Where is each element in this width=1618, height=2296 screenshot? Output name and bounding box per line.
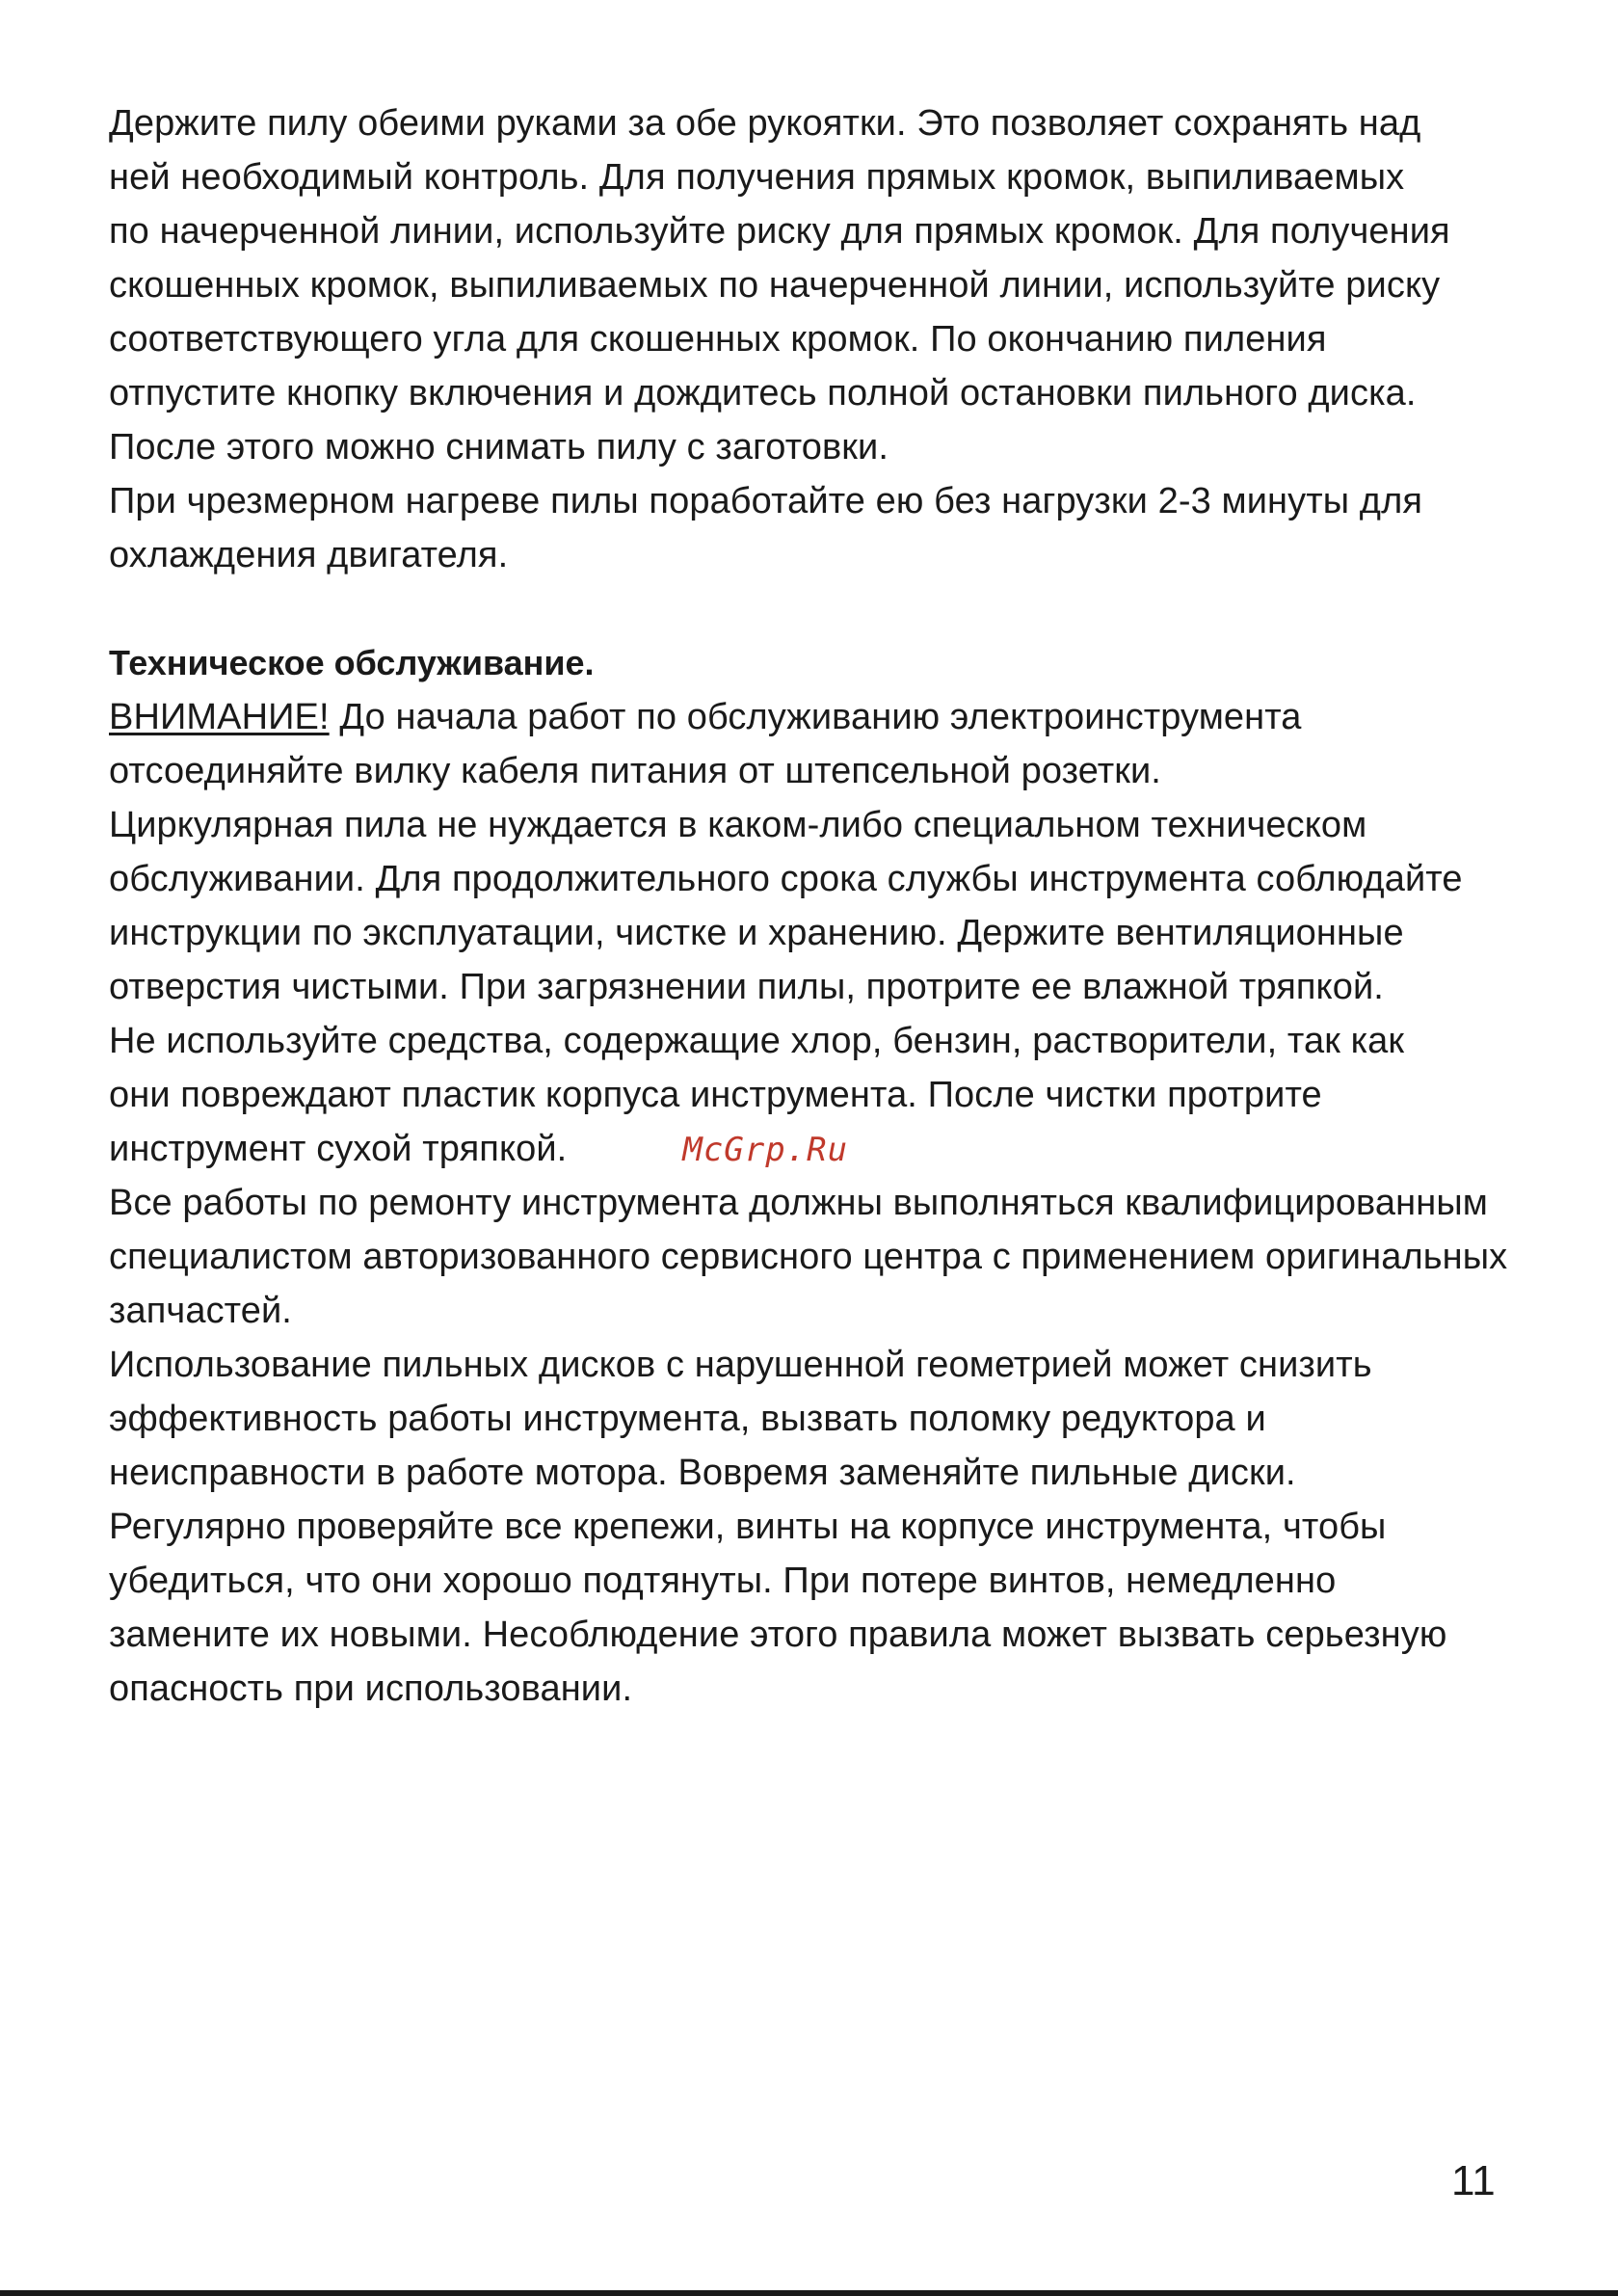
text-line: соответствующего угла для скошенных кромок. По окончанию пиления	[109, 319, 1327, 360]
text-line: обслуживании. Для продолжительного срока службы инструмента соблюдайте	[109, 859, 1463, 899]
warning-line	[109, 690, 1516, 744]
text-line: Все работы по ремонту инструмента должны выполняться квалифицированным	[109, 1183, 1488, 1223]
section-heading: Техническое обслуживание.	[109, 643, 595, 682]
text-line: охлаждения двигателя.	[109, 535, 509, 575]
text-line: ней необходимый контроль. Для получения прямых кромок, выпиливаемых	[109, 157, 1405, 198]
text-line: После этого можно снимать пилу с заготовки.	[109, 427, 889, 467]
text-line: Не используйте средства, содержащие хлор, бензин, растворители, так как	[109, 1021, 1405, 1061]
text-line: эффективность работы инструмента, вызвать поломку редуктора и	[109, 1399, 1266, 1439]
document-page	[109, 96, 1516, 1716]
text-line: они повреждают пластик корпуса инструмента. После чистки протрите	[109, 1075, 1322, 1115]
warning-text: До начала работ по обслуживанию электроинструмента	[329, 697, 1302, 737]
text-line: неисправности в работе мотора. Вовремя заменяйте пильные диски.	[109, 1453, 1296, 1493]
text-line-with-watermark	[109, 1122, 1516, 1176]
paragraph-repairs	[109, 1176, 1516, 1338]
page-number: 11	[1451, 2157, 1496, 2204]
text-line: отпустите кнопку включения и дождитесь полной остановки пильного диска.	[109, 373, 1417, 414]
text-line: Регулярно проверяйте все крепежи, винты на корпусе инструмента, чтобы	[109, 1507, 1387, 1547]
warning-label: ВНИМАНИЕ!	[109, 697, 330, 737]
paragraph-fasteners	[109, 1500, 1516, 1716]
text-line: опасность при использовании.	[109, 1669, 633, 1709]
watermark: McGrp.Ru	[682, 1131, 849, 1169]
text-line: по начерченной линии, используйте риску для прямых кромок. Для получения	[109, 211, 1450, 252]
paragraph-maintenance	[109, 798, 1516, 1176]
text-line: При чрезмерном нагреве пилы поработайте ею без нагрузки 2-3 минуты для	[109, 481, 1423, 521]
text-line: отверстия чистыми. При загрязнении пилы, протрите ее влажной тряпкой.	[109, 967, 1384, 1007]
text-line: Циркулярная пила не нуждается в каком-либо специальном техническом	[109, 805, 1367, 845]
text-line: запчастей.	[109, 1291, 292, 1331]
text-segment: инструмент сухой тряпкой.	[109, 1129, 568, 1169]
bottom-border	[0, 2290, 1618, 2296]
text-line: инструкции по эксплуатации, чистке и хранению. Держите вентиляционные	[109, 913, 1404, 953]
text-line: Использование пильных дисков с нарушенной геометрией может снизить	[109, 1345, 1372, 1385]
text-line: Держите пилу обеими руками за обе рукоятки. Это позволяет сохранять над	[109, 103, 1421, 144]
text-line: отсоединяйте вилку кабеля питания от штепсельной розетки.	[109, 751, 1161, 791]
text-line: скошенных кромок, выпиливаемых по начерченной линии, используйте риску	[109, 265, 1441, 306]
text-line: убедиться, что они хорошо подтянуты. При потере винтов, немедленно	[109, 1561, 1337, 1601]
spacer	[109, 582, 1516, 636]
paragraph-overheating	[109, 474, 1516, 582]
paragraph-blades	[109, 1338, 1516, 1500]
paragraph-saw-handling	[109, 96, 1516, 474]
text-line: замените их новыми. Несоблюдение этого правила может вызвать серьезную	[109, 1615, 1447, 1655]
text-line: специалистом авторизованного сервисного центра с применением оригинальных	[109, 1237, 1508, 1277]
